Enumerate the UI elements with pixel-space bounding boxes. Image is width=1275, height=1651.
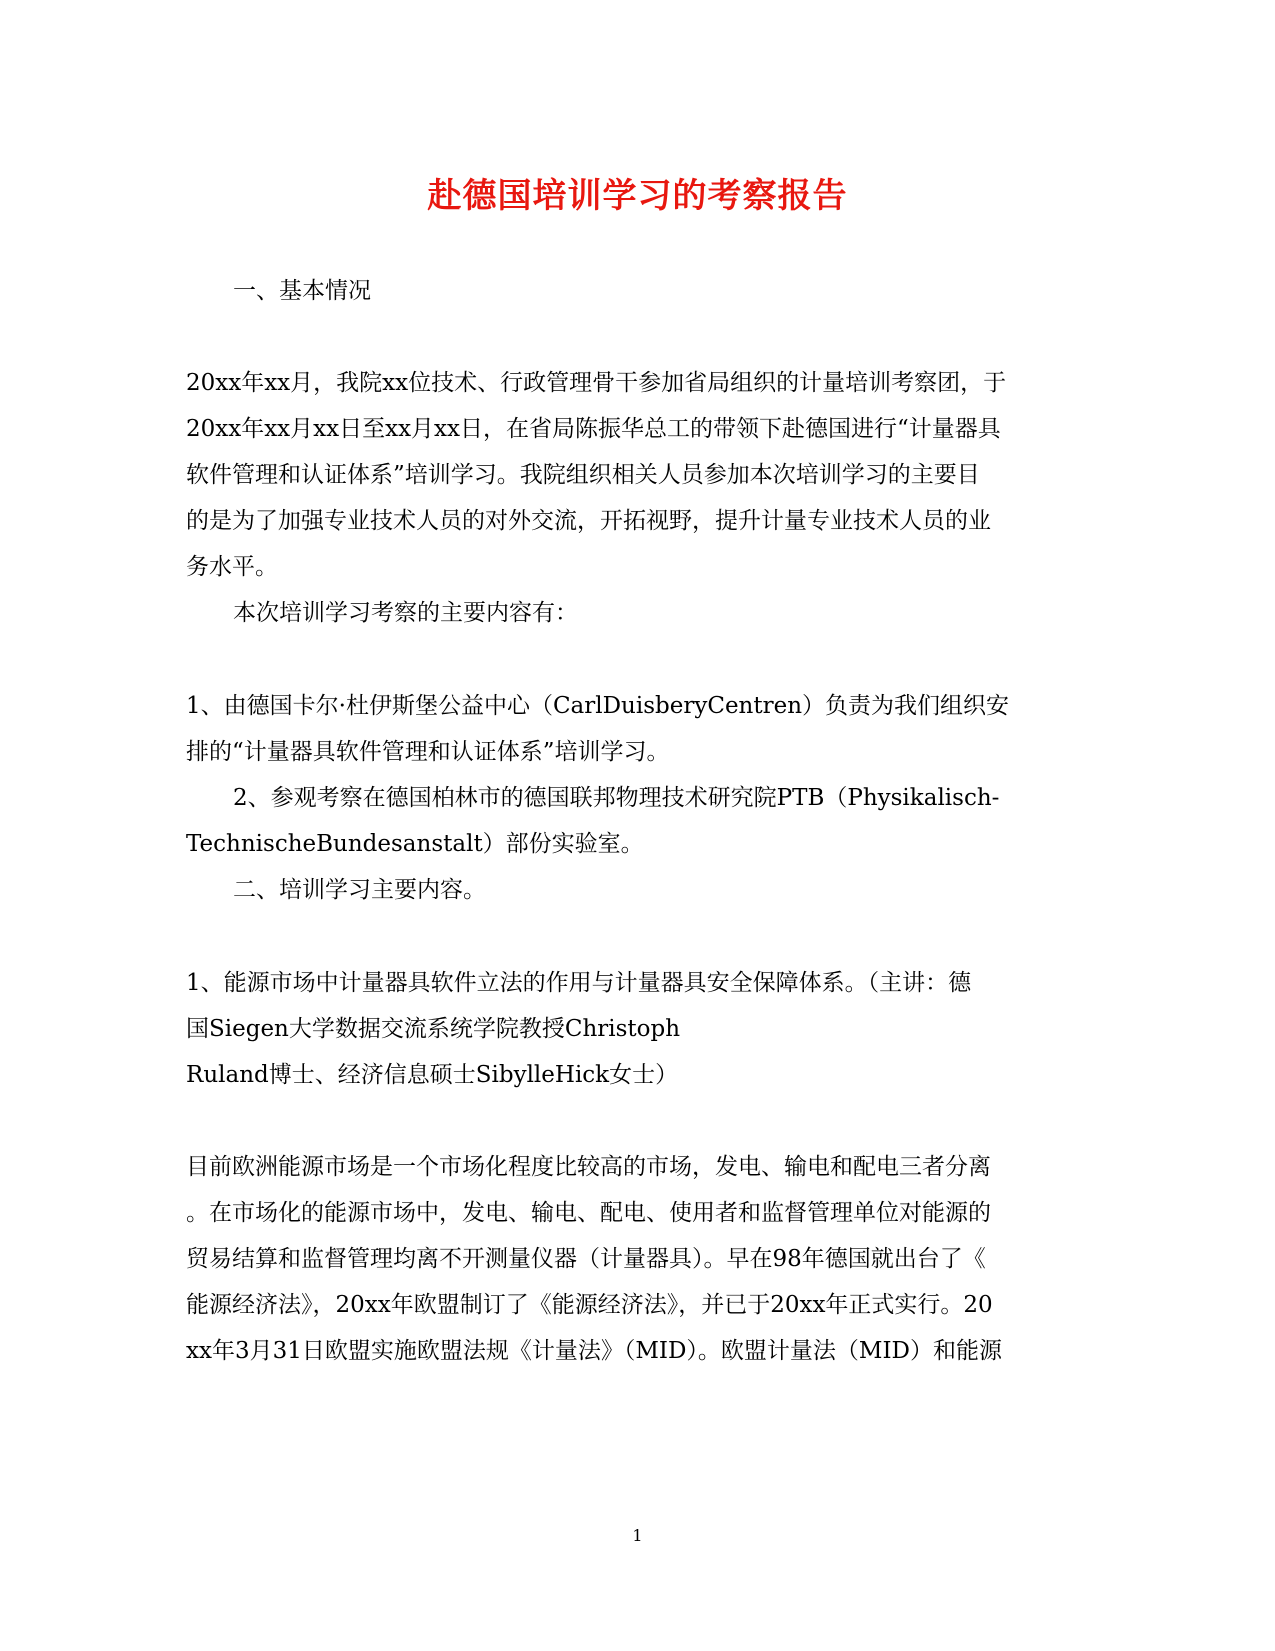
paragraph-line: 。在市场化的能源市场中，发电、输电、配电、使用者和监督管理单位对能源的 [186, 1200, 991, 1226]
paragraph-line: 务水平。 [186, 554, 278, 580]
paragraph-line: 目前欧洲能源市场是一个市场化程度比较高的市场，发电、输电和配电三者分离 [186, 1154, 991, 1180]
paragraph-line: xx年3月31日欧盟实施欧盟法规《计量法》（MID）。欧盟计量法（MID）和能源 [186, 1338, 1002, 1364]
paragraph-line: Ruland博士、经济信息硕士SibylleHick女士） [186, 1062, 679, 1088]
paragraph-line: TechnischeBundesanstalt）部份实验室。 [186, 831, 644, 857]
section-heading: 一、基本情况 [233, 278, 371, 304]
paragraph-line: 20xx年xx月xx日至xx月xx日，在省局陈振华总工的带领下赴德国进行“计量器具 [186, 416, 1001, 442]
paragraph-line: 的是为了加强专业技术人员的对外交流，开拓视野，提升计量专业技术人员的业 [186, 508, 991, 534]
paragraph-line: 排的“计量器具软件管理和认证体系”培训学习。 [186, 739, 670, 765]
paragraph-line: 20xx年xx月，我院xx位技术、行政管理骨干参加省局组织的计量培训考察团，于 [186, 370, 1007, 396]
paragraph-line: 1、由德国卡尔·杜伊斯堡公益中心（CarlDuisberyCentren）负责为我们组织安 [186, 693, 1010, 719]
paragraph-line: 软件管理和认证体系”培训学习。我院组织相关人员参加本次培训学习的主要目 [186, 462, 980, 488]
page-number: 1 [632, 1526, 643, 1545]
paragraph-line: 本次培训学习考察的主要内容有： [233, 600, 578, 626]
paragraph-line: 国Siegen大学数据交流系统学院教授Christoph [186, 1016, 681, 1042]
section-heading: 二、培训学习主要内容。 [233, 877, 486, 903]
document-title: 赴德国培训学习的考察报告 [427, 176, 848, 216]
paragraph-line: 1、能源市场中计量器具软件立法的作用与计量器具安全保障体系。（主讲：德 [186, 970, 972, 996]
paragraph-line: 能源经济法》，20xx年欧盟制订了《能源经济法》，并已于20xx年正式实行。20 [186, 1292, 993, 1318]
paragraph-line: 贸易结算和监督管理均离不开测量仪器（计量器具）。早在98年德国就出台了《 [186, 1246, 986, 1272]
paragraph-line: 2、参观考察在德国柏林市的德国联邦物理技术研究院PTB（Physikalisch- [233, 785, 1000, 811]
